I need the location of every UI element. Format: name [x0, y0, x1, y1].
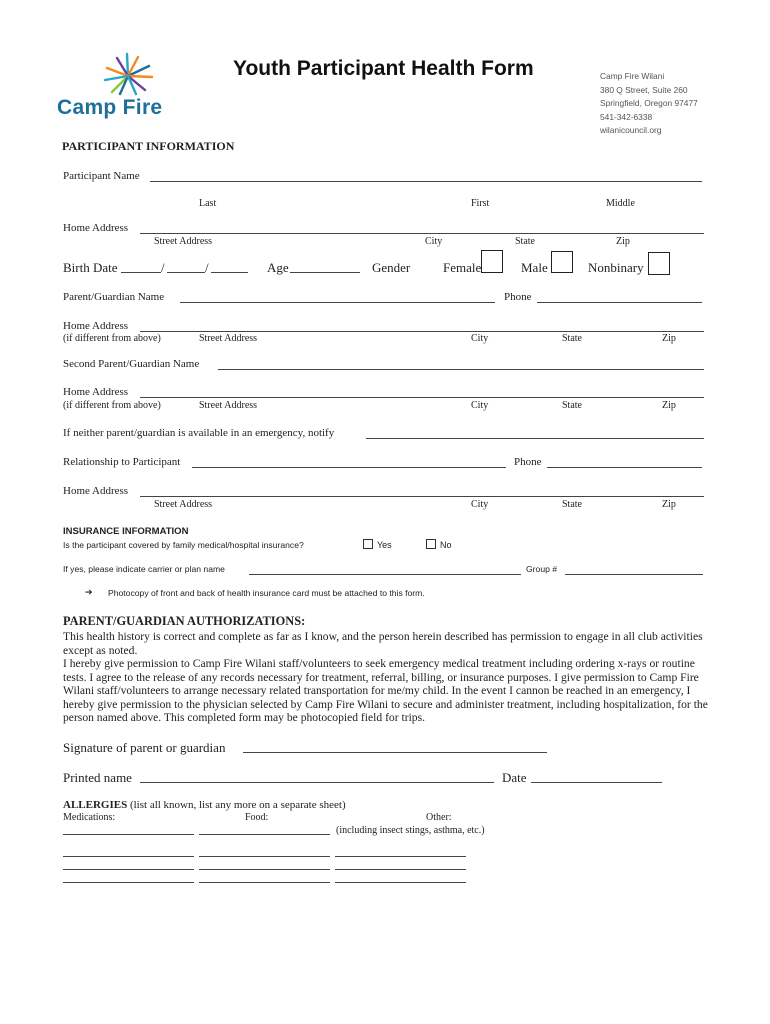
food-field[interactable] — [199, 869, 330, 870]
birth-day-field[interactable] — [167, 272, 205, 273]
medications-field[interactable] — [63, 882, 194, 883]
org-phone: 541-342-6338 — [600, 111, 653, 122]
participant-name-label: Participant Name — [63, 170, 140, 182]
camp-fire-burst-icon — [98, 50, 158, 100]
signature-label: Signature of parent or guardian — [63, 740, 226, 755]
insurance-card-note: Photocopy of front and back of health insurance card must be attached to this form. — [108, 588, 425, 598]
state-caption: State — [562, 333, 582, 344]
second-home-address-label: Home Address — [63, 386, 129, 398]
male-label: Male — [521, 260, 548, 275]
group-label: Group # — [526, 564, 558, 574]
authorizations-heading: PARENT/GUARDIAN AUTHORIZATIONS: — [63, 614, 306, 628]
org-web: wilanicouncil.org — [600, 125, 662, 135]
no-label: No — [440, 540, 452, 550]
street-caption: Street Address — [199, 400, 258, 411]
if-different-caption: (if different from above) — [63, 400, 161, 411]
parent-phone-field[interactable] — [537, 302, 702, 303]
insurance-question: Is the participant covered by family medical/hospital insurance? — [63, 540, 304, 550]
nonbinary-checkbox[interactable] — [648, 252, 670, 275]
emergency-contact-field[interactable] — [366, 438, 704, 439]
state-caption: State — [562, 400, 582, 411]
other-field[interactable] — [335, 869, 466, 870]
female-checkbox[interactable] — [481, 250, 503, 273]
city-caption: City — [471, 499, 489, 510]
allergies-note: (list all known, list any more on a separate sheet) — [129, 799, 346, 811]
date-slash: / — [205, 260, 209, 275]
logo-wordmark: Camp Fire — [57, 96, 163, 119]
city-caption: City — [471, 333, 489, 344]
home-address-field[interactable] — [140, 233, 704, 234]
birth-date-label: Birth Date — [63, 260, 118, 275]
medications-field[interactable] — [63, 869, 194, 870]
arrow-icon: ➔ — [85, 587, 93, 597]
insurance-no-option[interactable] — [426, 539, 452, 550]
parent-home-address-label: Home Address — [63, 320, 129, 332]
date-label: Date — [502, 770, 527, 785]
birth-year-field[interactable] — [211, 272, 248, 273]
yes-label: Yes — [377, 540, 392, 550]
org-info — [600, 70, 698, 138]
participant-name-field[interactable] — [150, 181, 702, 182]
zip-caption: Zip — [662, 400, 676, 411]
insurance-yes-option[interactable] — [363, 539, 392, 550]
no-checkbox[interactable] — [426, 539, 436, 549]
middle-name-caption: Middle — [606, 198, 635, 209]
parent-name-label: Parent/Guardian Name — [63, 291, 165, 303]
last-name-caption: Last — [199, 198, 217, 209]
printed-name-field[interactable] — [140, 782, 494, 783]
food-label: Food: — [245, 812, 269, 823]
other-label: Other: — [426, 812, 452, 823]
zip-caption: Zip — [616, 236, 630, 247]
allergies-heading — [63, 799, 346, 811]
insurance-section-heading: INSURANCE INFORMATION — [63, 526, 189, 537]
street-caption: Street Address — [154, 499, 213, 510]
first-name-caption: First — [471, 198, 490, 209]
authorization-paragraph-2: I hereby give permission to Camp Fire Wilani staff/volunteers to seek emergency medical treatment including ordering x-rays or routine tests. I agree to the release of any records necessary for treatment, referral, billing, or insurance purposes. I give permission to Camp Fire Wilani staff/volunteers to arrange necessary related transportation for me/my child. In the event I cannon be reached in an emergency, I hereby give permission to the physician selected by Camp Fire Wilani to secure and administer treatment, including hospitalization, for the person named above. This completed form may be photocopied field for trips. — [63, 657, 708, 725]
other-field[interactable] — [335, 882, 466, 883]
medications-field[interactable] — [63, 856, 194, 857]
other-field[interactable] — [335, 856, 466, 857]
date-field[interactable] — [531, 782, 662, 783]
allergies-title: ALLERGIES — [63, 799, 128, 811]
city-caption: City — [471, 400, 489, 411]
nonbinary-label: Nonbinary — [588, 260, 644, 275]
signature-field[interactable] — [243, 752, 547, 753]
emergency-home-address-label: Home Address — [63, 485, 129, 497]
age-label: Age — [267, 260, 289, 275]
parent-name-field[interactable] — [180, 302, 495, 303]
second-parent-label: Second Parent/Guardian Name — [63, 358, 200, 370]
food-field[interactable] — [199, 882, 330, 883]
birth-month-field[interactable] — [121, 272, 161, 273]
food-field[interactable] — [199, 834, 330, 835]
carrier-label: If yes, please indicate carrier or plan name — [63, 564, 225, 574]
female-label: Female — [443, 260, 482, 275]
org-address: 380 Q Street, Suite 260 — [600, 84, 688, 95]
street-caption: Street Address — [154, 236, 213, 247]
carrier-field[interactable] — [249, 574, 521, 575]
state-caption: State — [515, 236, 535, 247]
date-slash: / — [161, 260, 165, 275]
second-home-address-field[interactable] — [140, 397, 704, 398]
zip-caption: Zip — [662, 333, 676, 344]
page-title: Youth Participant Health Form — [233, 57, 534, 80]
emergency-home-address-field[interactable] — [140, 496, 704, 497]
printed-name-label: Printed name — [63, 770, 132, 785]
male-checkbox[interactable] — [551, 251, 573, 273]
home-address-label: Home Address — [63, 222, 129, 234]
state-caption: State — [562, 499, 582, 510]
org-name: Camp Fire Wilani — [600, 71, 665, 81]
yes-checkbox[interactable] — [363, 539, 373, 549]
second-parent-field[interactable] — [218, 369, 704, 370]
relationship-field[interactable] — [192, 467, 506, 468]
group-number-field[interactable] — [565, 574, 703, 575]
medications-label: Medications: — [63, 812, 116, 823]
if-different-caption: (if different from above) — [63, 333, 161, 344]
emergency-phone-field[interactable] — [547, 467, 702, 468]
participant-section-heading: PARTICIPANT INFORMATION — [62, 139, 235, 153]
org-city: Springfield, Oregon 97477 — [600, 98, 698, 108]
street-caption: Street Address — [199, 333, 258, 344]
other-note: (including insect stings, asthma, etc.) — [336, 825, 485, 836]
city-caption: City — [425, 236, 443, 247]
parent-home-address-field[interactable] — [140, 331, 704, 332]
authorization-paragraph-1: This health history is correct and complete as far as I know, and the person herein described has permission to engage in all club activities except as noted. — [63, 630, 703, 657]
gender-label: Gender — [372, 260, 411, 275]
medications-field[interactable] — [63, 834, 194, 835]
parent-phone-label: Phone — [504, 291, 532, 303]
relationship-label: Relationship to Participant — [63, 456, 181, 468]
zip-caption: Zip — [662, 499, 676, 510]
age-field[interactable] — [290, 272, 360, 273]
food-field[interactable] — [199, 856, 330, 857]
emergency-label: If neither parent/guardian is available in an emergency, notify — [63, 427, 335, 439]
emergency-phone-label: Phone — [514, 456, 542, 468]
